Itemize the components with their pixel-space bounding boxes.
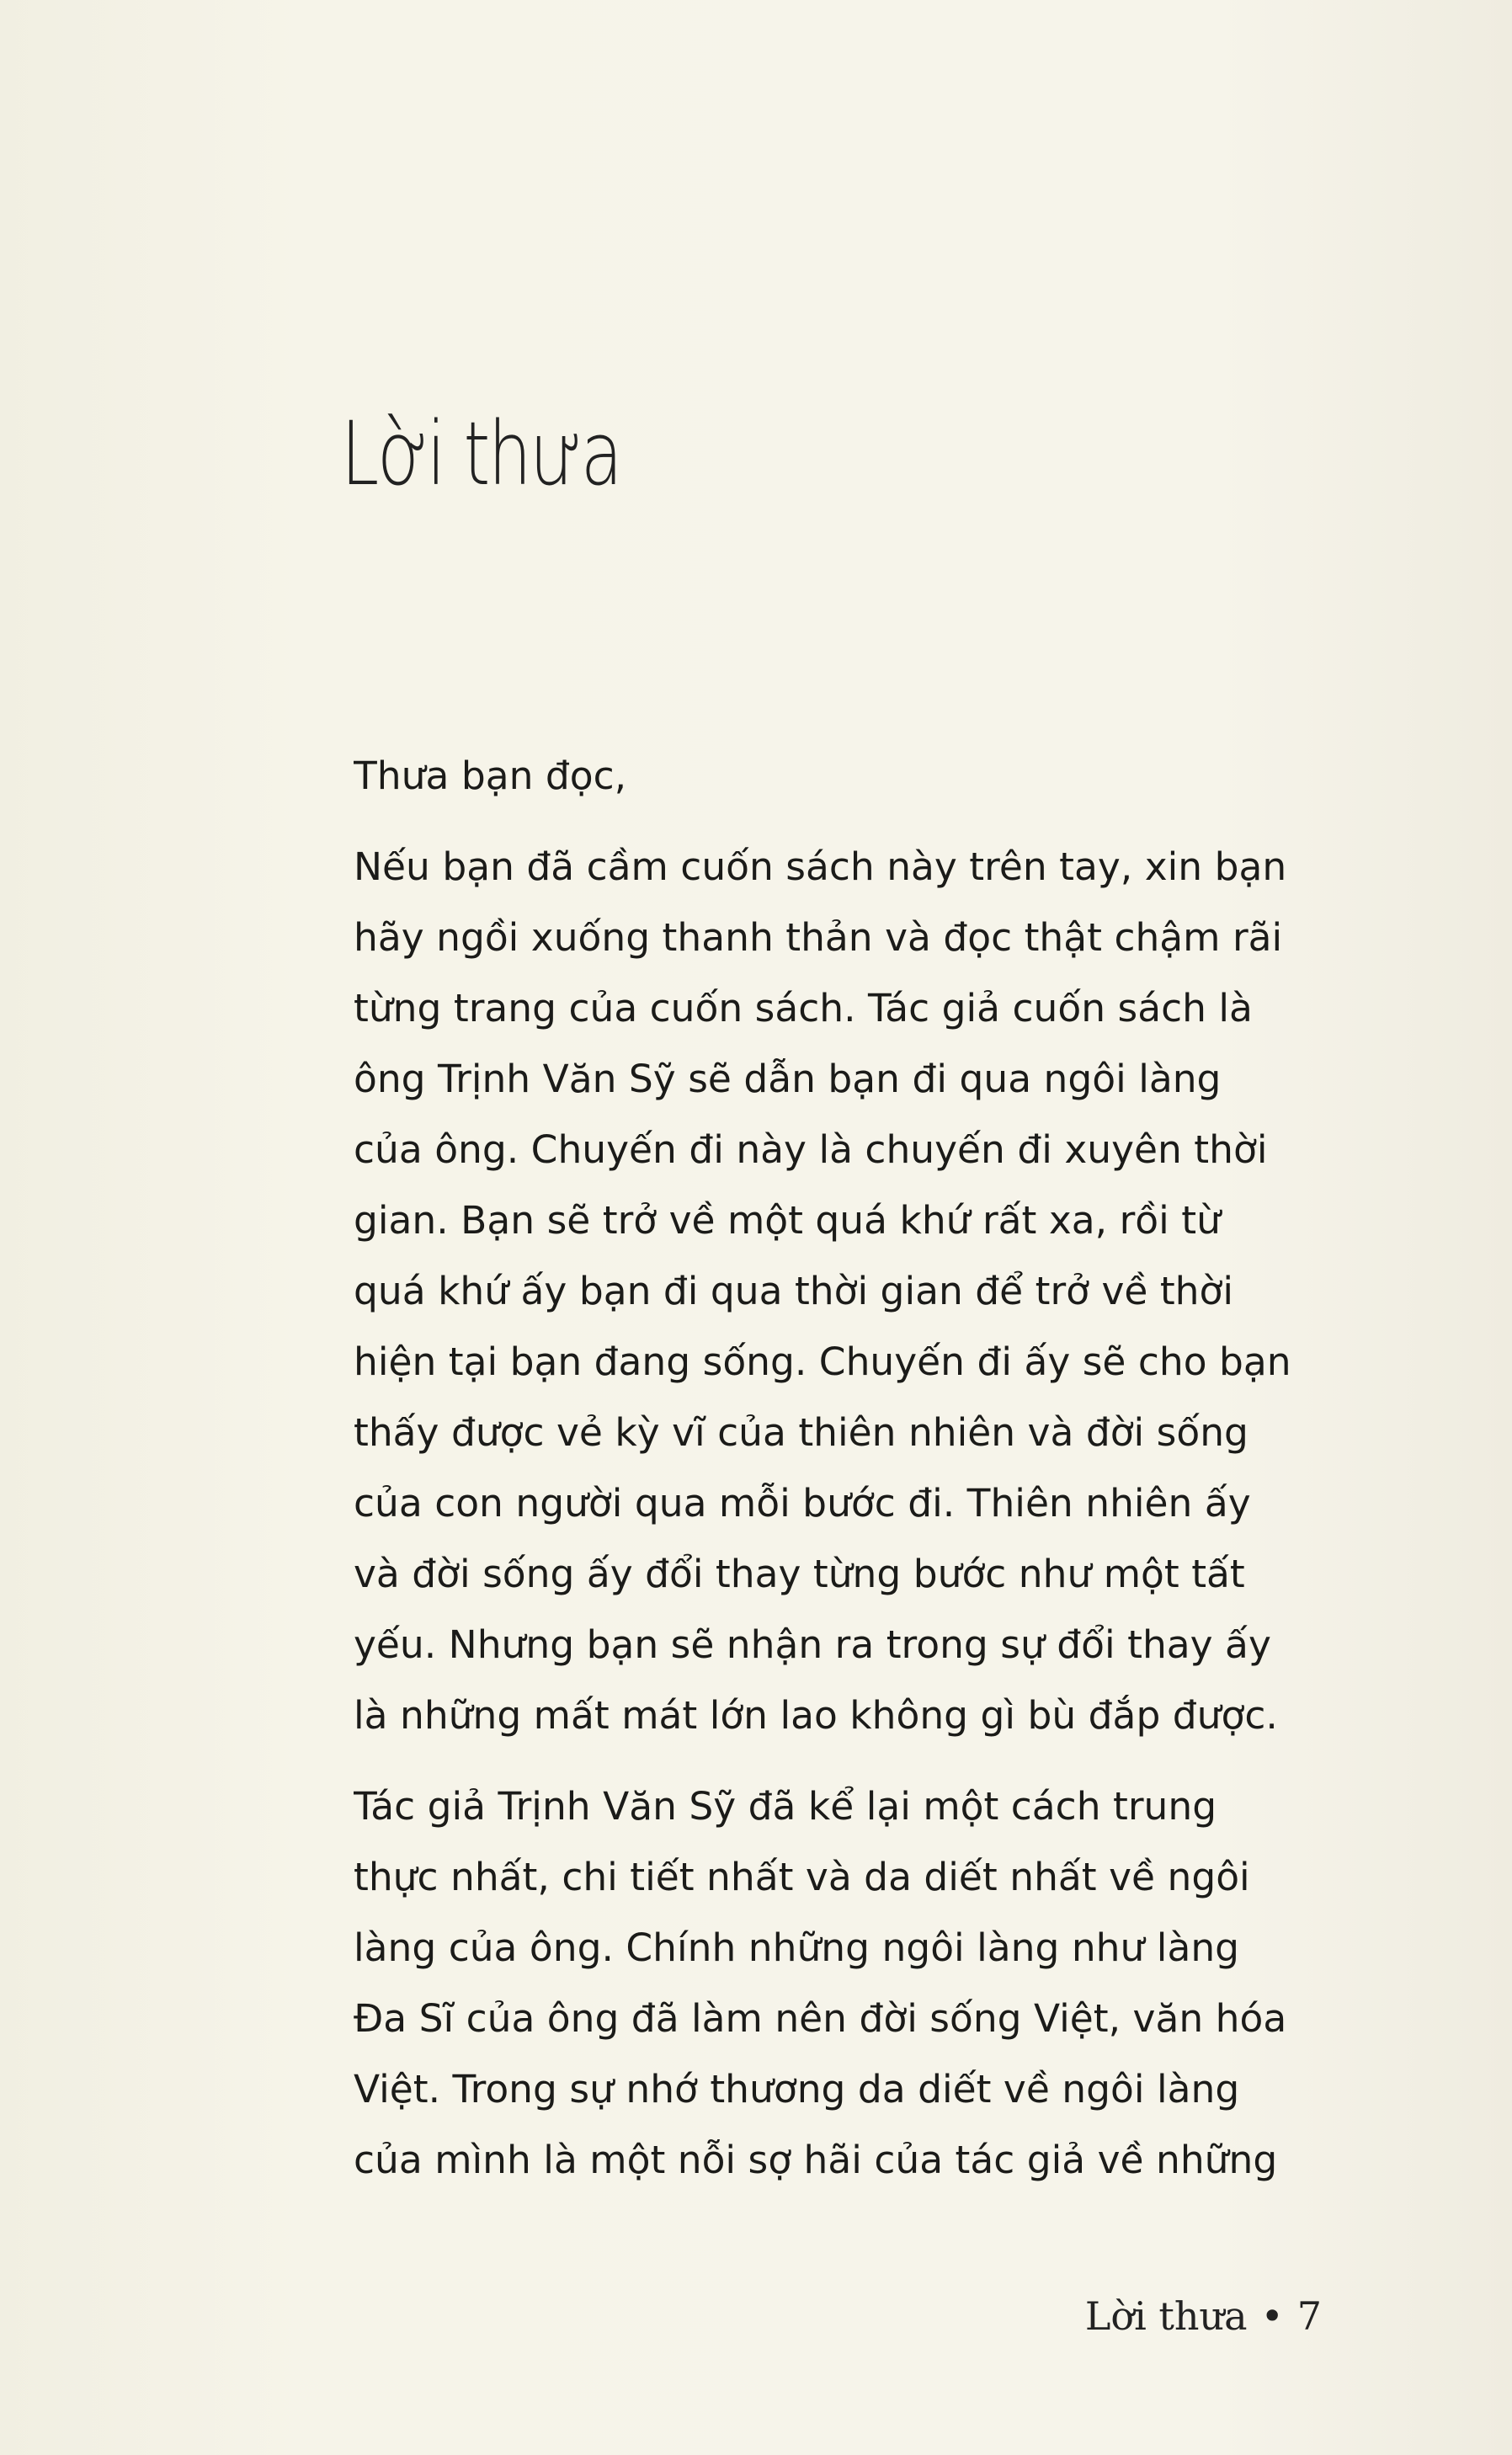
paragraph-gap [354,1751,1323,1771]
page-number: 7 [1296,2293,1322,2339]
text-line: làng của ông. Chính những ngôi làng như làng [354,1925,1240,1970]
text-line: Nếu bạn đã cầm cuốn sách này trên tay, xin bạn [354,844,1287,889]
paragraph-2 [354,1771,1323,2196]
text-line: là những mất mát lớn lao không gì bù đắp được. [354,1693,1278,1738]
chapter-heading: Lời thưa [341,402,621,505]
text-line: của mình là một nỗi sợ hãi của tác giả về những [354,2138,1278,2182]
text-line: Việt. Trong sự nhớ thương da diết về ngôi làng [354,2067,1240,2112]
text-line: Tác giả Trịnh Văn Sỹ đã kể lại một cách trung [354,1784,1217,1829]
text-line: hãy ngồi xuống thanh thản và đọc thật chậm rãi [354,915,1283,960]
salutation: Thưa bạn đọc, [354,754,627,798]
page-footer [1085,2293,1322,2339]
text-line: yếu. Nhưng bạn sẽ nhận ra trong sự đổi thay ấy [354,1622,1271,1667]
text-line: ông Trịnh Văn Sỹ sẽ dẫn bạn đi qua ngôi làng [354,1057,1222,1101]
text-line: Đa Sĩ của ông đã làm nên đời sống Việt, văn hóa [354,1996,1287,2041]
text-line: và đời sống ấy đổi thay từng bước như một tất [354,1552,1245,1596]
text-line: thực nhất, chi tiết nhất và da diết nhất về ngôi [354,1855,1250,1899]
text-line: quá khứ ấy bạn đi qua thời gian để trở về thời [354,1269,1233,1313]
text-line: của con người qua mỗi bước đi. Thiên nhiên ấy [354,1481,1251,1526]
paragraph-gap [354,812,1323,832]
text-line: gian. Bạn sẽ trở về một quá khứ rất xa, rồi từ [354,1198,1221,1243]
text-line: của ông. Chuyến đi này là chuyến đi xuyên thời [354,1127,1268,1172]
text-line: hiện tại bạn đang sống. Chuyến đi ấy sẽ cho bạn [354,1339,1291,1384]
text-line: từng trang của cuốn sách. Tác giả cuốn sách là [354,986,1253,1030]
body-text [354,741,1323,2196]
paragraph-1 [354,832,1323,1751]
text-line: thấy được vẻ kỳ vĩ của thiên nhiên và đời sống [354,1410,1248,1455]
running-title: Lời thưa [1084,2293,1248,2339]
footer-separator: • [1260,2293,1284,2339]
